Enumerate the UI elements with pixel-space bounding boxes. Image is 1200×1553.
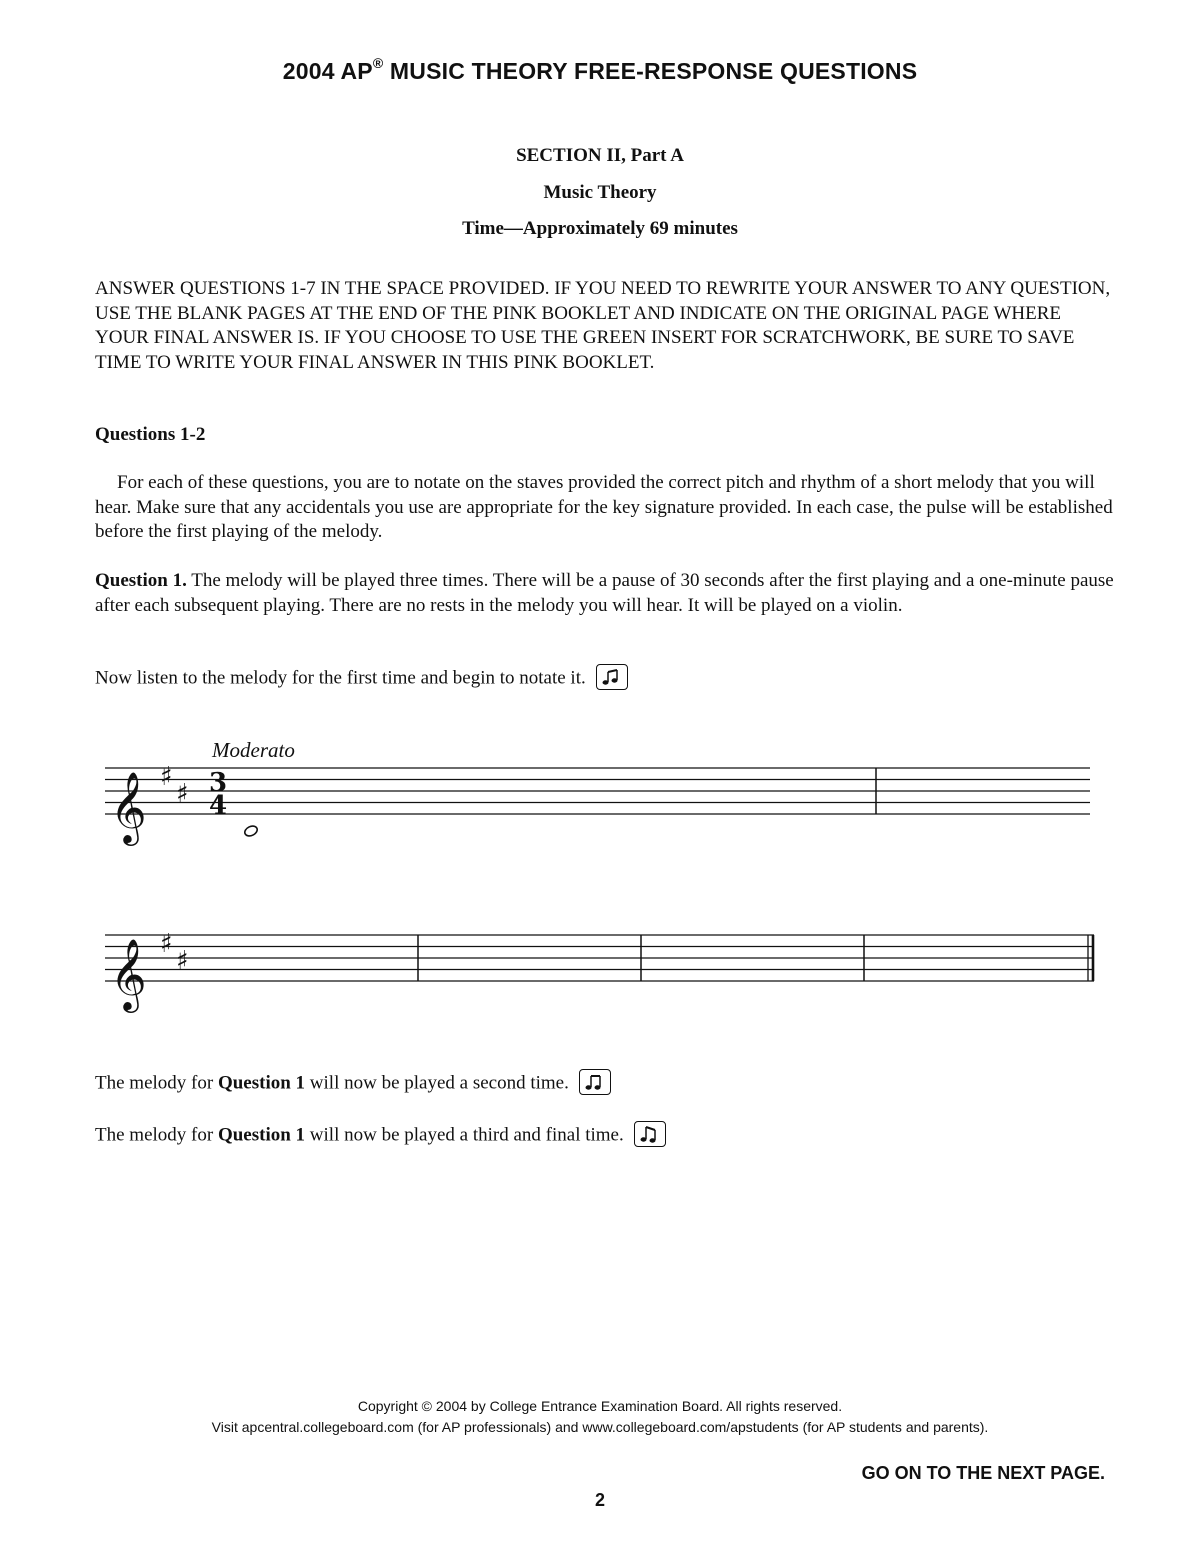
instructions-paragraph: ANSWER QUESTIONS 1-7 IN THE SPACE PROVIDED. IF YOU NEED TO REWRITE YOUR ANSWER TO ANY QUESTION, USE THE BLANK PAGES AT THE END OF THE PINK BOOKLET AND INDICATE ON THE ORIGINAL PAGE WHERE YOUR FINAL ANSWER IS. IF YOU CHOOSE TO USE THE GREEN INSERT FOR SCRATCHWORK, BE SURE TO SAVE TIME TO WRITE YOUR FINAL ANSWER IN THIS PINK BOOKLET. <box>95 278 1111 373</box>
third-playing-pre: The melody for <box>95 1124 218 1146</box>
second-playing-pre: The melody for <box>95 1072 218 1094</box>
third-playing-bold: Question 1 <box>217 1124 306 1146</box>
header-title-rest: MUSIC THEORY FREE-RESPONSE QUESTIONS <box>383 58 918 84</box>
tempo-marking: Moderato <box>212 738 295 762</box>
second-playing-line <box>95 1071 1115 1097</box>
time-sig-top: 3 <box>209 768 228 798</box>
registered-mark: ® <box>372 55 384 71</box>
section-subject: Music Theory <box>543 182 657 203</box>
staff-2 <box>105 935 1094 981</box>
questions-heading: Questions 1-2 <box>95 424 206 445</box>
second-playing-post: will now be played a second time. <box>305 1072 569 1094</box>
page-number: 2 <box>594 1490 605 1510</box>
section-heading: SECTION II, Part A <box>516 145 684 166</box>
go-on-notice: GO ON TO THE NEXT PAGE. <box>861 1463 1105 1483</box>
copyright-line: Copyright © 2004 by College Entrance Examination Board. All rights reserved. <box>357 1398 843 1414</box>
intro-paragraph: For each of these questions, you are to notate on the staves provided the correct pitch and rhythm of a short melody that you will hear. Make sure that any accidentals you use are appropriate for the key signature provided. In each case, the pulse will be established before the first playing of the melody. <box>95 472 1113 542</box>
sharp-c-icon: ♯ <box>176 946 189 976</box>
treble-clef-icon: 𝄞 <box>110 770 147 843</box>
second-playing-bold: Question 1 <box>217 1072 306 1094</box>
visit-line: Visit apcentral.collegeboard.com (for AP professionals) and www.collegeboard.com/apstudents (for AP students and parents). <box>211 1419 989 1435</box>
time-sig-bottom: 4 <box>209 791 228 821</box>
question-1-text: The melody will be played three times. There will be a pause of 30 seconds after the first playing and a one-minute pause after each subsequent playing. There are no rests in the melody you will hear. It will be played on a violin. <box>95 570 1114 616</box>
question-1-label: Question 1. <box>95 570 187 591</box>
section-time: Time—Approximately 69 minutes <box>462 218 738 239</box>
third-playing-line <box>95 1123 1115 1149</box>
staff-1 <box>105 768 1090 814</box>
treble-clef-icon: 𝄞 <box>110 937 147 1010</box>
sharp-f-icon: ♯ <box>160 929 173 959</box>
header-title-prefix: 2004 AP <box>282 58 373 84</box>
sharp-c-icon: ♯ <box>176 779 189 809</box>
sharp-f-icon: ♯ <box>160 762 173 792</box>
footer-copyright-block <box>0 1396 1200 1438</box>
audio-cue-icon <box>634 1121 666 1147</box>
third-playing-post: will now be played a third and final time. <box>305 1124 624 1146</box>
half-note-icon <box>243 824 259 838</box>
audio-cue-icon <box>579 1069 611 1095</box>
listen-first-text: Now listen to the melody for the first time and begin to notate it. <box>95 667 586 689</box>
